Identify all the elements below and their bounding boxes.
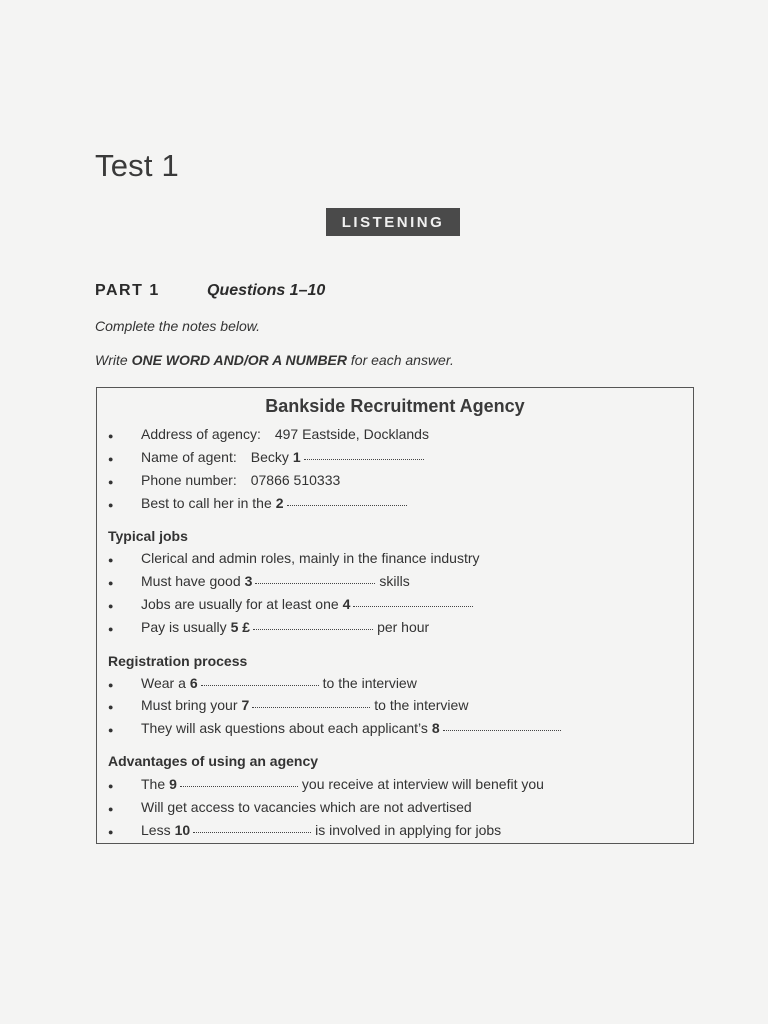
list-item <box>108 550 480 566</box>
instruction-suffix: for each answer. <box>347 352 454 368</box>
item-text: Must have good <box>141 573 241 589</box>
question-number: 4 <box>342 596 351 612</box>
answer-blank-8[interactable] <box>443 730 561 731</box>
instruction-word-limit <box>95 352 454 368</box>
bullet-icon: ● <box>108 500 114 510</box>
list-item <box>108 596 477 612</box>
answer-blank-6[interactable] <box>201 685 319 686</box>
answer-blank-10[interactable] <box>193 832 311 833</box>
item-text-after: skills <box>379 573 410 589</box>
section-label: LISTENING <box>326 208 460 236</box>
section-heading: Typical jobs <box>108 528 188 544</box>
list-item <box>108 426 429 442</box>
item-label: Best to call her in the <box>141 495 272 511</box>
list-item <box>108 619 429 635</box>
list-item <box>108 697 468 713</box>
bullet-icon: ● <box>108 477 114 487</box>
list-item <box>108 573 410 589</box>
item-label: Phone number: <box>141 472 237 488</box>
answer-blank-1[interactable] <box>304 459 424 460</box>
answer-blank-4[interactable] <box>353 606 473 607</box>
question-number: 10 <box>174 822 191 838</box>
bullet-icon: ● <box>108 827 114 837</box>
list-item <box>108 675 417 691</box>
list-item <box>108 799 472 815</box>
item-text-after: you receive at interview will benefit you <box>301 776 544 792</box>
instruction-prefix: Write <box>95 352 132 368</box>
item-text: The <box>141 776 166 792</box>
item-text-after: to the interview <box>374 697 469 713</box>
item-value: 497 Eastside, Docklands <box>274 426 429 442</box>
item-text-after: to the interview <box>322 675 417 691</box>
bullet-icon: ● <box>108 454 114 464</box>
list-item <box>108 495 411 511</box>
question-number: 7 <box>241 697 250 713</box>
bullet-icon: ● <box>108 555 114 565</box>
bullet-icon: ● <box>108 601 114 611</box>
part-header <box>95 282 325 300</box>
item-label: Name of agent: <box>141 449 237 465</box>
part-label: PART 1 <box>95 282 160 299</box>
list-item <box>108 720 565 736</box>
page-title: Test 1 <box>95 148 179 183</box>
item-value: 07866 510333 <box>250 472 341 488</box>
section-heading: Registration process <box>108 653 248 669</box>
question-number: 3 <box>244 573 253 589</box>
list-item <box>108 449 428 465</box>
item-text: Clerical and admin roles, mainly in the finance industry <box>141 550 480 566</box>
question-number: 2 <box>275 495 284 511</box>
answer-blank-2[interactable] <box>287 505 407 506</box>
item-text: Must bring your <box>141 697 238 713</box>
bullet-icon: ● <box>108 578 114 588</box>
notes-box <box>96 387 694 844</box>
item-text-after: per hour <box>377 619 430 635</box>
bullet-icon: ● <box>108 624 114 634</box>
section-heading: Advantages of using an agency <box>108 753 319 769</box>
bullet-icon: ● <box>108 781 114 791</box>
questions-range: Questions 1–10 <box>207 282 326 299</box>
instruction-word-limit-bold: ONE WORD AND/OR A NUMBER <box>131 352 347 368</box>
answer-blank-5[interactable] <box>253 629 373 630</box>
list-item <box>108 822 501 838</box>
question-number: 1 <box>292 449 301 465</box>
bullet-icon: ● <box>108 804 114 814</box>
item-text: Pay is usually <box>141 619 227 635</box>
item-text: Less <box>141 822 171 838</box>
item-value: Becky <box>250 449 289 465</box>
question-number: 8 <box>431 720 440 736</box>
item-text: They will ask questions about each applicant’s <box>141 720 428 736</box>
notes-title: Bankside Recruitment Agency <box>265 396 525 416</box>
item-text: Jobs are usually for at least one <box>141 596 339 612</box>
bullet-icon: ● <box>108 702 114 712</box>
item-text: Will get access to vacancies which are not advertised <box>141 799 472 815</box>
item-text: Wear a <box>141 675 186 691</box>
question-number: 6 <box>189 675 198 691</box>
instruction-complete: Complete the notes below. <box>95 318 260 334</box>
bullet-icon: ● <box>108 680 114 690</box>
item-text-after: is involved in applying for jobs <box>315 822 502 838</box>
item-label: Address of agency: <box>141 426 261 442</box>
list-item <box>108 472 340 488</box>
answer-blank-3[interactable] <box>255 583 375 584</box>
question-number: 5 £ <box>230 619 251 635</box>
bullet-icon: ● <box>108 725 114 735</box>
answer-blank-9[interactable] <box>180 786 298 787</box>
bullet-icon: ● <box>108 431 114 441</box>
answer-blank-7[interactable] <box>252 707 370 708</box>
list-item <box>108 776 544 792</box>
question-number: 9 <box>169 776 177 792</box>
